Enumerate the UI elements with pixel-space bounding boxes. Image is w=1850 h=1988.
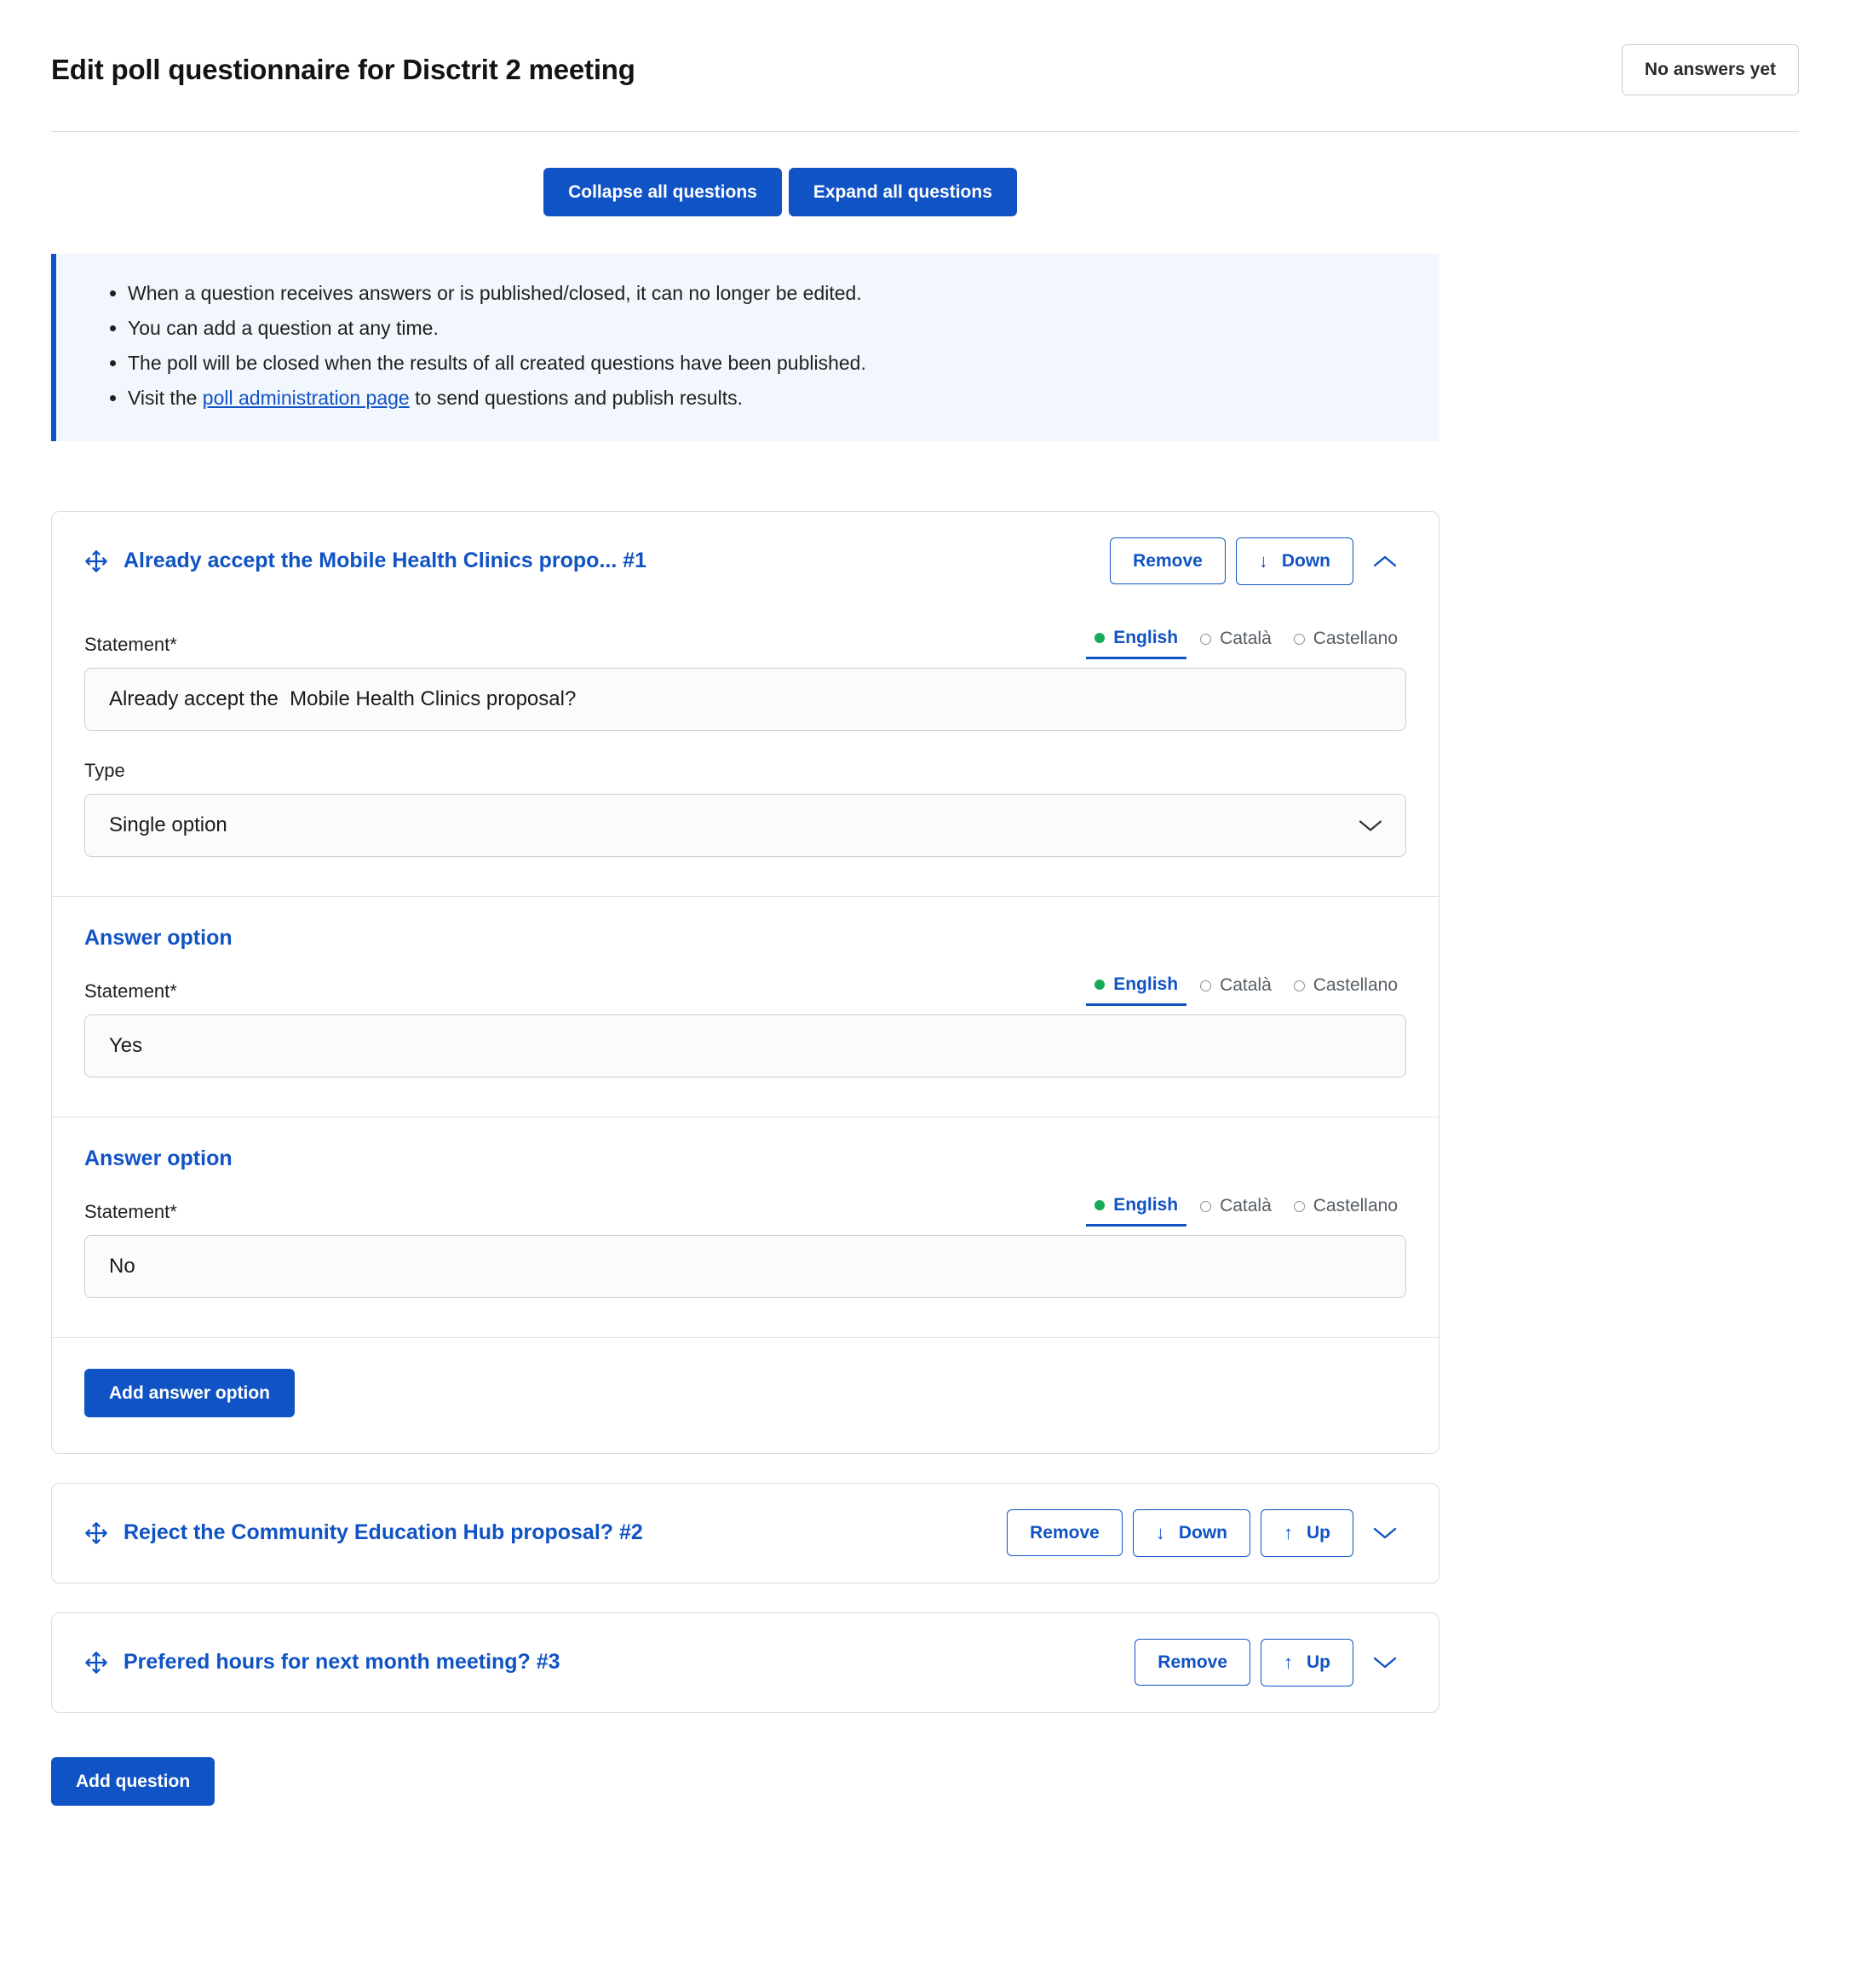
question-body bbox=[52, 624, 1439, 896]
question-card bbox=[51, 1612, 1439, 1713]
language-label: Castellano bbox=[1313, 1196, 1398, 1216]
empty-circle-icon bbox=[1200, 980, 1211, 991]
question-actions bbox=[1135, 1639, 1406, 1686]
language-label: Català bbox=[1220, 629, 1272, 649]
answer-statement-label-row bbox=[84, 1192, 1406, 1235]
question-card bbox=[51, 1483, 1439, 1583]
answer-option-section bbox=[52, 1117, 1439, 1337]
add-answer-option-button[interactable]: Add answer option bbox=[84, 1369, 295, 1417]
chevron-up-icon bbox=[1372, 554, 1398, 569]
move-question-up-button[interactable] bbox=[1261, 1639, 1353, 1686]
callout-item: • You can add a question at any time. bbox=[128, 311, 1405, 346]
filled-dot-icon bbox=[1094, 633, 1105, 643]
statement-label: Statement* bbox=[84, 980, 177, 1002]
language-tab-castellano[interactable] bbox=[1285, 1192, 1406, 1225]
question-title-group bbox=[84, 549, 646, 573]
question-card bbox=[51, 511, 1439, 1454]
question-card-header bbox=[52, 512, 1439, 624]
chevron-down-icon bbox=[1372, 1525, 1398, 1541]
empty-circle-icon bbox=[1200, 634, 1211, 645]
statement-label-row bbox=[84, 624, 1406, 668]
chevron-down-icon bbox=[1372, 1655, 1398, 1670]
empty-circle-icon bbox=[1294, 1201, 1305, 1212]
question-title-group bbox=[84, 1520, 643, 1545]
question-title[interactable]: Prefered hours for next month meeting? #3 bbox=[124, 1650, 560, 1675]
questions-list bbox=[51, 511, 1799, 1713]
callout-text-suffix: to send questions and publish results. bbox=[409, 386, 743, 409]
filled-dot-icon bbox=[1094, 1200, 1105, 1210]
question-title[interactable]: Already accept the Mobile Health Clinics propo... #1 bbox=[124, 549, 647, 573]
language-label: English bbox=[1113, 1194, 1179, 1215]
language-tab-english[interactable] bbox=[1086, 624, 1186, 659]
page-title: Edit poll questionnaire for Disctrit 2 meeting bbox=[51, 54, 635, 85]
language-tabs bbox=[1086, 624, 1406, 659]
questions-toolbar bbox=[0, 132, 1799, 216]
arrow-down-icon: ↓ bbox=[1258, 549, 1268, 572]
remove-label: Remove bbox=[1158, 1652, 1227, 1673]
page-header bbox=[51, 0, 1799, 132]
arrow-down-icon: ↓ bbox=[1155, 1521, 1165, 1543]
expand-all-questions-button[interactable]: Expand all questions bbox=[789, 168, 1017, 216]
statement-label: Statement* bbox=[84, 1200, 177, 1222]
question-type-select[interactable] bbox=[84, 794, 1406, 857]
answer-option-title: Answer option bbox=[84, 1146, 233, 1170]
drag-handle-icon[interactable] bbox=[84, 1521, 108, 1545]
expand-question-button[interactable] bbox=[1364, 1646, 1406, 1679]
language-label: English bbox=[1113, 627, 1179, 647]
remove-question-button[interactable] bbox=[1007, 1509, 1123, 1556]
answer-option-title: Answer option bbox=[84, 925, 233, 950]
empty-circle-icon bbox=[1294, 634, 1305, 645]
language-tab-castellano[interactable] bbox=[1285, 625, 1406, 658]
answer-option-statement-input[interactable] bbox=[84, 1014, 1406, 1077]
language-tab-catala[interactable] bbox=[1192, 972, 1280, 1004]
question-actions bbox=[1007, 1509, 1406, 1557]
answer-statement-label-row bbox=[84, 971, 1406, 1014]
drag-handle-icon[interactable] bbox=[84, 549, 108, 573]
move-question-down-button[interactable] bbox=[1133, 1509, 1250, 1557]
language-tab-castellano[interactable] bbox=[1285, 972, 1406, 1004]
filled-dot-icon bbox=[1094, 980, 1105, 990]
language-tabs bbox=[1086, 1192, 1406, 1227]
question-actions bbox=[1110, 537, 1406, 585]
expand-question-button[interactable] bbox=[1364, 1517, 1406, 1549]
poll-administration-page-link[interactable]: poll administration page bbox=[202, 386, 410, 409]
language-label: Castellano bbox=[1313, 975, 1398, 996]
answer-option-statement-input[interactable] bbox=[84, 1235, 1406, 1298]
down-label: Down bbox=[1281, 551, 1330, 572]
up-label: Up bbox=[1307, 1652, 1330, 1673]
callout-item: • When a question receives answers or is published/closed, it can no longer be edited. bbox=[128, 276, 1405, 311]
question-card-header bbox=[52, 1613, 1439, 1712]
language-tab-english[interactable] bbox=[1086, 971, 1186, 1006]
question-title-group bbox=[84, 1650, 560, 1675]
arrow-up-icon: ↑ bbox=[1284, 1651, 1293, 1673]
remove-question-button[interactable] bbox=[1110, 537, 1226, 584]
footer-actions bbox=[51, 1757, 1799, 1882]
add-question-button[interactable]: Add question bbox=[51, 1757, 215, 1806]
language-label: Català bbox=[1220, 1196, 1272, 1216]
language-label: Català bbox=[1220, 975, 1272, 996]
empty-circle-icon bbox=[1294, 980, 1305, 991]
language-tab-catala[interactable] bbox=[1192, 1192, 1280, 1225]
type-label: Type bbox=[84, 759, 125, 781]
up-label: Up bbox=[1307, 1523, 1330, 1543]
language-tabs bbox=[1086, 971, 1406, 1006]
remove-label: Remove bbox=[1133, 551, 1203, 572]
callout-item: • The poll will be closed when the results of all created questions have been published. bbox=[128, 346, 1405, 381]
language-label: English bbox=[1113, 974, 1179, 994]
callout-item bbox=[128, 381, 1405, 416]
question-statement-input[interactable] bbox=[84, 668, 1406, 731]
language-label: Castellano bbox=[1313, 629, 1398, 649]
question-card-header bbox=[52, 1484, 1439, 1583]
down-label: Down bbox=[1178, 1523, 1227, 1543]
add-answer-option-wrap bbox=[52, 1337, 1439, 1453]
drag-handle-icon[interactable] bbox=[84, 1651, 108, 1675]
arrow-up-icon: ↑ bbox=[1284, 1521, 1293, 1543]
info-callout bbox=[51, 254, 1439, 441]
language-tab-english[interactable] bbox=[1086, 1192, 1186, 1227]
empty-circle-icon bbox=[1200, 1201, 1211, 1212]
language-tab-catala[interactable] bbox=[1192, 625, 1280, 658]
collapse-all-questions-button[interactable]: Collapse all questions bbox=[543, 168, 782, 216]
callout-text-prefix: Visit the bbox=[128, 386, 203, 409]
collapse-question-button[interactable] bbox=[1364, 545, 1406, 577]
question-type-select-wrap bbox=[84, 794, 1406, 857]
remove-label: Remove bbox=[1030, 1523, 1100, 1543]
answer-option-section bbox=[52, 896, 1439, 1117]
move-question-up-button[interactable] bbox=[1261, 1509, 1353, 1557]
remove-question-button[interactable] bbox=[1135, 1639, 1250, 1686]
move-question-down-button[interactable] bbox=[1236, 537, 1353, 585]
statement-label: Statement* bbox=[84, 633, 177, 655]
question-title[interactable]: Reject the Community Education Hub proposal? #2 bbox=[124, 1520, 643, 1545]
status-badge: No answers yet bbox=[1622, 44, 1799, 95]
